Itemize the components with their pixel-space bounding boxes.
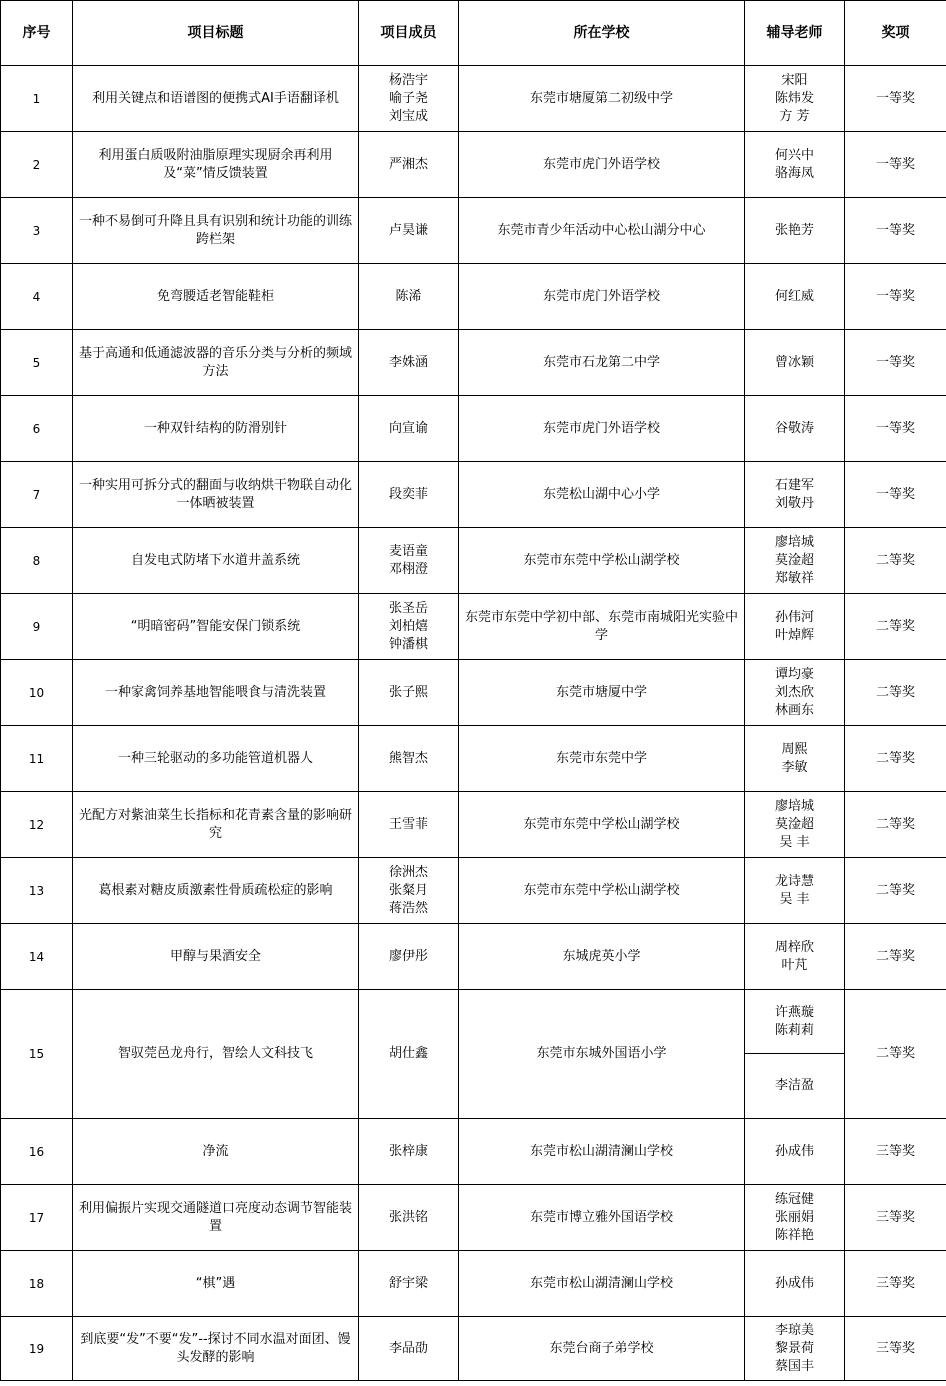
cell-school: 东莞市塘厦中学 <box>459 660 745 726</box>
cell-teachers: 谭均豪 刘杰欣 林画东 <box>745 660 845 726</box>
cell-title: 一种双针结构的防滑别针 <box>73 396 359 462</box>
cell-members: 卢昊谦 <box>359 198 459 264</box>
table-row <box>1 660 946 726</box>
cell-no: 13 <box>1 858 73 924</box>
cell-teachers: 练冠健 张丽娟 陈祥艳 <box>745 1185 845 1251</box>
cell-members: 胡仕鑫 <box>359 990 459 1119</box>
cell-members: 麦语童 邓栩澄 <box>359 528 459 594</box>
cell-school: 东莞市虎门外语学校 <box>459 132 745 198</box>
cell-title: 智驭莞邑龙舟行，智绘人文科技飞 <box>73 990 359 1119</box>
table-row <box>1 1317 946 1381</box>
cell-members: 熊智杰 <box>359 726 459 792</box>
cell-members: 杨浩宇 喻子尧 刘宝成 <box>359 66 459 132</box>
cell-award: 一等奖 <box>845 132 946 198</box>
cell-members: 段奕菲 <box>359 462 459 528</box>
table-body-row-15 <box>1 990 946 1119</box>
cell-members: 张圣岳 刘柏熺 钟潘棋 <box>359 594 459 660</box>
table-row <box>1 1119 946 1185</box>
cell-award: 二等奖 <box>845 924 946 990</box>
cell-school: 东莞松山湖中心小学 <box>459 462 745 528</box>
cell-no: 6 <box>1 396 73 462</box>
cell-school: 东莞市石龙第二中学 <box>459 330 745 396</box>
cell-members: 王雪菲 <box>359 792 459 858</box>
cell-no: 19 <box>1 1317 73 1381</box>
table-row <box>1 1251 946 1317</box>
cell-teachers: 廖培城 莫淦超 吴 丰 <box>745 792 845 858</box>
cell-award: 二等奖 <box>845 528 946 594</box>
table-row <box>1 792 946 858</box>
cell-members: 向宣谕 <box>359 396 459 462</box>
table-row <box>1 264 946 330</box>
cell-no: 10 <box>1 660 73 726</box>
cell-title: 基于高通和低通滤波器的音乐分类与分析的频域方法 <box>73 330 359 396</box>
cell-award: 二等奖 <box>845 660 946 726</box>
cell-award: 三等奖 <box>845 1251 946 1317</box>
cell-school: 东莞市东莞中学松山湖学校 <box>459 858 745 924</box>
header-school: 所在学校 <box>459 1 745 66</box>
cell-teachers: 何兴中 骆海凤 <box>745 132 845 198</box>
header-members: 项目成员 <box>359 1 459 66</box>
cell-title: “棋”遇 <box>73 1251 359 1317</box>
cell-title: 到底要“发”不要“发”--探讨不同水温对面团、馒头发酵的影响 <box>73 1317 359 1381</box>
cell-no: 15 <box>1 990 73 1119</box>
cell-title: 利用关键点和语谱图的便携式AI手语翻译机 <box>73 66 359 132</box>
cell-award: 二等奖 <box>845 858 946 924</box>
cell-members: 张子熙 <box>359 660 459 726</box>
cell-teachers: 廖培城 莫淦超 郑敏祥 <box>745 528 845 594</box>
cell-title: 免弯腰适老智能鞋柜 <box>73 264 359 330</box>
cell-award: 三等奖 <box>845 1317 946 1381</box>
cell-title: 一种家禽饲养基地智能喂食与清洗装置 <box>73 660 359 726</box>
table-row <box>1 462 946 528</box>
table-row <box>1 198 946 264</box>
cell-teachers: 何红威 <box>745 264 845 330</box>
cell-award: 一等奖 <box>845 462 946 528</box>
cell-members: 徐洲杰 张粲月 蒋浩然 <box>359 858 459 924</box>
cell-school: 东莞市东莞中学松山湖学校 <box>459 528 745 594</box>
cell-teachers: 龙诗慧 吴 丰 <box>745 858 845 924</box>
cell-title: “明暗密码”智能安保门锁系统 <box>73 594 359 660</box>
cell-teachers: 李琼美 黎景荷 蔡国丰 <box>745 1317 845 1381</box>
cell-no: 14 <box>1 924 73 990</box>
cell-no: 18 <box>1 1251 73 1317</box>
cell-school: 东莞市博立雅外国语学校 <box>459 1185 745 1251</box>
cell-teachers: 许燕璇 陈莉莉 <box>745 990 845 1054</box>
cell-members: 张洪铭 <box>359 1185 459 1251</box>
cell-award: 三等奖 <box>845 1119 946 1185</box>
table-row <box>1 396 946 462</box>
cell-no: 4 <box>1 264 73 330</box>
table-row <box>1 924 946 990</box>
table-row <box>1 132 946 198</box>
cell-members: 李姝涵 <box>359 330 459 396</box>
header-row <box>1 1 946 66</box>
cell-no: 17 <box>1 1185 73 1251</box>
cell-school: 东莞市松山湖清澜山学校 <box>459 1251 745 1317</box>
cell-teachers: 周熙 李敏 <box>745 726 845 792</box>
cell-school: 东城虎英小学 <box>459 924 745 990</box>
cell-school: 东莞市塘厦第二初级中学 <box>459 66 745 132</box>
cell-school: 东莞市虎门外语学校 <box>459 264 745 330</box>
cell-school: 东莞市松山湖清澜山学校 <box>459 1119 745 1185</box>
cell-award: 二等奖 <box>845 726 946 792</box>
cell-teachers: 石建军 刘敬丹 <box>745 462 845 528</box>
cell-teachers: 张艳芳 <box>745 198 845 264</box>
cell-title: 一种实用可拆分式的翻面与收纳烘干物联自动化一体晒被装置 <box>73 462 359 528</box>
cell-teachers: 周梓欣 叶芃 <box>745 924 845 990</box>
cell-teachers: 李洁盈 <box>745 1054 845 1119</box>
cell-members: 舒宇梁 <box>359 1251 459 1317</box>
cell-award: 一等奖 <box>845 66 946 132</box>
cell-title: 一种不易倒可升降且具有识别和统计功能的训练跨栏架 <box>73 198 359 264</box>
table-row <box>1 990 946 1054</box>
cell-award: 二等奖 <box>845 792 946 858</box>
cell-title: 自发电式防堵下水道井盖系统 <box>73 528 359 594</box>
table-body <box>1 66 946 990</box>
cell-school: 东莞市东莞中学松山湖学校 <box>459 792 745 858</box>
table-body-after <box>1 1119 946 1381</box>
cell-title: 光配方对紫油菜生长指标和花青素含量的影响研究 <box>73 792 359 858</box>
cell-no: 9 <box>1 594 73 660</box>
cell-award: 二等奖 <box>845 594 946 660</box>
cell-school: 东莞市东莞中学 <box>459 726 745 792</box>
cell-school: 东莞市虎门外语学校 <box>459 396 745 462</box>
table-row <box>1 858 946 924</box>
cell-no: 5 <box>1 330 73 396</box>
cell-school: 东莞市东城外国语小学 <box>459 990 745 1119</box>
cell-members: 廖伊彤 <box>359 924 459 990</box>
cell-no: 8 <box>1 528 73 594</box>
cell-no: 1 <box>1 66 73 132</box>
cell-award: 二等奖 <box>845 990 946 1119</box>
cell-no: 3 <box>1 198 73 264</box>
header-award: 奖项 <box>845 1 946 66</box>
cell-no: 2 <box>1 132 73 198</box>
cell-school: 东莞市东莞中学初中部、东莞市南城阳光实验中学 <box>459 594 745 660</box>
table-row <box>1 528 946 594</box>
cell-members: 陈浠 <box>359 264 459 330</box>
cell-teachers: 谷敬涛 <box>745 396 845 462</box>
cell-award: 三等奖 <box>845 1185 946 1251</box>
cell-title: 净流 <box>73 1119 359 1185</box>
table-row <box>1 1185 946 1251</box>
cell-no: 16 <box>1 1119 73 1185</box>
cell-teachers: 孙成伟 <box>745 1251 845 1317</box>
cell-teachers: 曾冰颖 <box>745 330 845 396</box>
cell-teachers: 孙成伟 <box>745 1119 845 1185</box>
cell-award: 一等奖 <box>845 198 946 264</box>
table-row <box>1 66 946 132</box>
cell-members: 李品劭 <box>359 1317 459 1381</box>
header-no: 序号 <box>1 1 73 66</box>
cell-award: 一等奖 <box>845 330 946 396</box>
cell-no: 11 <box>1 726 73 792</box>
cell-title: 甲醇与果酒安全 <box>73 924 359 990</box>
cell-teachers: 宋阳 陈炜发 方 芳 <box>745 66 845 132</box>
cell-school: 东莞台商子弟学校 <box>459 1317 745 1381</box>
table-row <box>1 594 946 660</box>
table-row <box>1 726 946 792</box>
header-title: 项目标题 <box>73 1 359 66</box>
cell-members: 张梓康 <box>359 1119 459 1185</box>
cell-title: 利用蛋白质吸附油脂原理实现厨余再利用及“菜”情反馈装置 <box>73 132 359 198</box>
cell-award: 一等奖 <box>845 264 946 330</box>
cell-award: 一等奖 <box>845 396 946 462</box>
cell-teachers: 孙伟河 叶焯辉 <box>745 594 845 660</box>
header-teachers: 辅导老师 <box>745 1 845 66</box>
cell-title: 葛根素对糖皮质激素性骨质疏松症的影响 <box>73 858 359 924</box>
table-row <box>1 330 946 396</box>
cell-school: 东莞市青少年活动中心松山湖分中心 <box>459 198 745 264</box>
cell-title: 一种三轮驱动的多功能管道机器人 <box>73 726 359 792</box>
cell-members: 严湘杰 <box>359 132 459 198</box>
cell-no: 12 <box>1 792 73 858</box>
cell-title: 利用偏振片实现交通隧道口亮度动态调节智能装置 <box>73 1185 359 1251</box>
cell-no: 7 <box>1 462 73 528</box>
